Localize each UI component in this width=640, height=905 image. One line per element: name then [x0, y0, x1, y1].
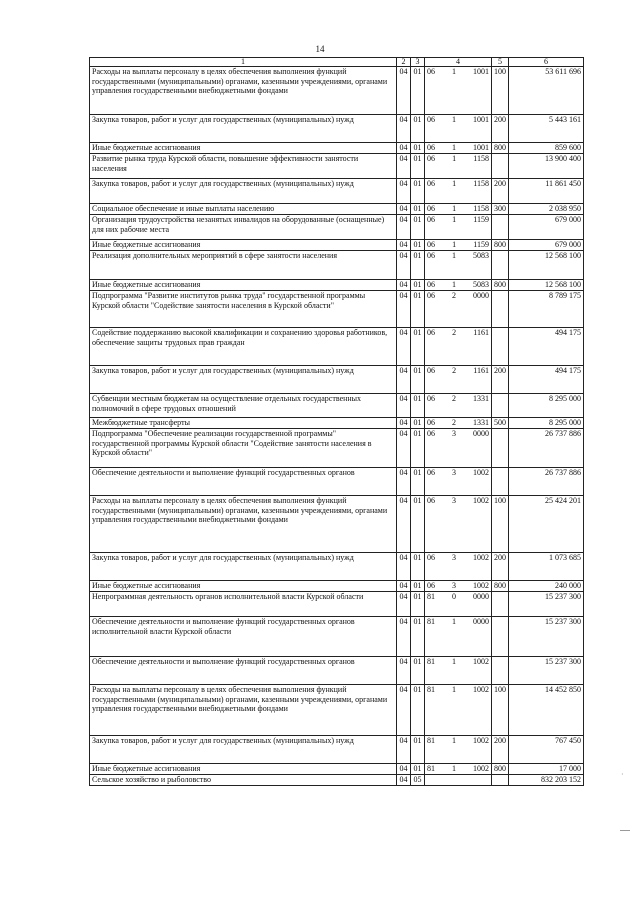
row-subsection: 01: [411, 240, 425, 251]
row-section: 04: [397, 366, 411, 394]
row-target-article: [425, 553, 492, 581]
target-article-part: 81: [427, 592, 435, 601]
row-subsection: 01: [411, 154, 425, 179]
row-amount: 13 900 400: [509, 154, 584, 179]
row-name: Расходы на выплаты персоналу в целях обеспечения выполнения функций государственными (муниципальными) органами, казенными учреждениями, органами управления государственными внебюджетными фондами: [90, 67, 397, 115]
row-section: 04: [397, 617, 411, 657]
target-article-part: 5083: [473, 280, 489, 289]
row-expense-type: [492, 394, 509, 418]
target-article-part: 2: [452, 394, 456, 403]
row-section: 04: [397, 553, 411, 581]
table-row: [90, 764, 584, 775]
target-article-part: 1: [452, 240, 457, 249]
row-target-article: [425, 366, 492, 394]
row-expense-type: [492, 468, 509, 496]
row-expense-type: [492, 429, 509, 468]
row-amount: 17 000: [509, 764, 584, 775]
table-row: [90, 418, 584, 429]
row-name: Подпрограмма "Развитие институтов рынка труда" государственной программы Курской области "Содействие занятости населения в Курской области": [90, 291, 397, 328]
target-article-part: 1002: [473, 736, 489, 745]
target-article-part: 1161: [473, 366, 489, 375]
row-subsection: 01: [411, 617, 425, 657]
target-article-part: 1: [452, 280, 456, 289]
target-article-part: 06: [427, 215, 435, 224]
row-subsection: 01: [411, 394, 425, 418]
target-article-part: 06: [427, 280, 435, 289]
target-article-part: 06: [427, 67, 435, 76]
target-article-part: 0: [452, 592, 456, 601]
row-amount: 859 600: [509, 143, 584, 154]
row-section: 04: [397, 204, 411, 215]
row-subsection: 01: [411, 251, 425, 280]
row-amount: 679 000: [509, 240, 584, 251]
target-article-part: 81: [427, 685, 435, 694]
row-expense-type: [492, 251, 509, 280]
row-amount: 12 568 100: [509, 251, 584, 280]
row-section: 04: [397, 251, 411, 280]
row-target-article: [425, 67, 492, 115]
target-article-part: 0000: [473, 429, 489, 438]
row-subsection: 01: [411, 291, 425, 328]
row-target-article: [425, 685, 492, 736]
row-expense-type: 200: [492, 179, 509, 204]
row-target-article: [425, 394, 492, 418]
row-target-article: [425, 657, 492, 685]
row-subsection: 01: [411, 215, 425, 240]
target-article-part: 81: [427, 617, 435, 626]
target-article-part: 3: [452, 553, 456, 562]
row-subsection: 01: [411, 685, 425, 736]
target-article-part: 1002: [473, 468, 489, 477]
row-name: Закупка товаров, работ и услуг для государственных (муниципальных) нужд: [90, 553, 397, 581]
target-article-part: 5083: [473, 251, 489, 260]
row-expense-type: [492, 154, 509, 179]
row-expense-type: 200: [492, 736, 509, 764]
row-section: 04: [397, 775, 411, 786]
target-article-part: 3: [452, 468, 456, 477]
row-amount: 11 861 450: [509, 179, 584, 204]
row-target-article: [425, 280, 492, 291]
row-target-article: [425, 736, 492, 764]
row-expense-type: 100: [492, 685, 509, 736]
row-name: Сельское хозяйство и рыболовство: [90, 775, 397, 786]
row-subsection: 01: [411, 143, 425, 154]
row-target-article: [425, 764, 492, 775]
row-target-article: [425, 240, 492, 251]
target-article-part: 06: [427, 115, 435, 124]
target-article-part: 1: [452, 736, 456, 745]
row-amount: 26 737 886: [509, 429, 584, 468]
target-article-part: 1161: [473, 328, 489, 337]
row-expense-type: 200: [492, 366, 509, 394]
row-target-article: [425, 429, 492, 468]
table-row: [90, 592, 584, 617]
row-amount: 26 737 886: [509, 468, 584, 496]
row-expense-type: 800: [492, 280, 509, 291]
target-article-part: 1002: [473, 685, 489, 694]
table-row: [90, 179, 584, 204]
row-section: 04: [397, 429, 411, 468]
row-target-article: [425, 291, 492, 328]
target-article-part: 06: [427, 394, 435, 403]
row-section: 04: [397, 67, 411, 115]
target-article-part: 1158: [473, 154, 489, 163]
target-article-part: 2: [452, 366, 457, 375]
row-expense-type: 800: [492, 764, 509, 775]
target-article-part: 1: [452, 215, 457, 224]
row-expense-type: [492, 328, 509, 366]
table-row: [90, 240, 584, 251]
row-name: Иные бюджетные ассигнования: [90, 764, 397, 775]
row-subsection: 01: [411, 736, 425, 764]
target-article-part: 1001: [473, 115, 489, 124]
row-subsection: 01: [411, 592, 425, 617]
row-expense-type: [492, 215, 509, 240]
table-row: [90, 204, 584, 215]
row-name: Развитие рынка труда Курской области, повышение эффективности занятости населения: [90, 154, 397, 179]
row-amount: 832 203 152: [509, 775, 584, 786]
row-amount: 240 000: [509, 581, 584, 592]
row-section: 04: [397, 179, 411, 204]
target-article-part: 1002: [473, 581, 489, 590]
row-name: Обеспечение деятельности и выполнение функций государственных органов: [90, 468, 397, 496]
target-article-part: 06: [427, 240, 435, 249]
row-name: Расходы на выплаты персоналу в целях обеспечения выполнения функций государственными (муниципальными) органами, казенными учреждениями, органами управления государственными внебюджетными фондами: [90, 496, 397, 553]
target-article-part: 3: [452, 581, 456, 590]
target-article-part: 0000: [473, 617, 489, 626]
target-article-part: 1: [452, 251, 456, 260]
margin-mark: ·: [621, 770, 624, 779]
row-subsection: 01: [411, 328, 425, 366]
target-article-part: 06: [427, 553, 435, 562]
row-name: Иные бюджетные ассигнования: [90, 280, 397, 291]
row-target-article: [425, 154, 492, 179]
row-amount: 14 452 850: [509, 685, 584, 736]
target-article-part: 3: [452, 429, 456, 438]
table-row: [90, 617, 584, 657]
row-expense-type: 800: [492, 143, 509, 154]
row-expense-type: 200: [492, 553, 509, 581]
target-article-part: 06: [427, 328, 435, 337]
target-article-part: 06: [427, 581, 435, 590]
target-article-part: 1: [452, 617, 456, 626]
row-subsection: 01: [411, 115, 425, 143]
table-row: [90, 736, 584, 764]
target-article-part: 1159: [473, 240, 489, 249]
row-target-article: [425, 179, 492, 204]
row-amount: 15 237 300: [509, 617, 584, 657]
row-name: Расходы на выплаты персоналу в целях обеспечения выполнения функций государственными (муниципальными) органами, казенными учреждениями, органами управления государственными внебюджетными фондами: [90, 685, 397, 736]
target-article-part: 1159: [473, 215, 489, 224]
table-row: [90, 154, 584, 179]
header-col-3: 3: [411, 58, 425, 67]
row-amount: 8 789 175: [509, 291, 584, 328]
table-row: [90, 429, 584, 468]
target-article-part: 06: [427, 468, 435, 477]
header-col-1: 1: [90, 58, 397, 67]
row-amount: 1 073 685: [509, 553, 584, 581]
target-article-part: 2: [452, 328, 457, 337]
table-row: [90, 394, 584, 418]
row-target-article: [425, 617, 492, 657]
row-name: Закупка товаров, работ и услуг для государственных (муниципальных) нужд: [90, 736, 397, 764]
row-section: 04: [397, 581, 411, 592]
row-amount: 494 175: [509, 328, 584, 366]
row-amount: 679 000: [509, 215, 584, 240]
table-row: [90, 581, 584, 592]
header-col-5: 5: [492, 58, 509, 67]
target-article-part: 1002: [473, 553, 489, 562]
row-expense-type: [492, 291, 509, 328]
table-row: [90, 468, 584, 496]
target-article-part: 1: [452, 685, 456, 694]
row-name: Непрограммная деятельность органов исполнительной власти Курской области: [90, 592, 397, 617]
header-col-2: 2: [397, 58, 411, 67]
target-article-part: 81: [427, 736, 435, 745]
target-article-part: 06: [427, 179, 435, 188]
target-article-part: 1001: [473, 143, 489, 152]
target-article-part: 06: [427, 291, 435, 300]
row-subsection: 01: [411, 581, 425, 592]
row-name: Закупка товаров, работ и услуг для государственных (муниципальных) нужд: [90, 115, 397, 143]
row-name: Реализация дополнительных мероприятий в сфере занятости населения: [90, 251, 397, 280]
row-amount: 12 568 100: [509, 280, 584, 291]
row-expense-type: 500: [492, 418, 509, 429]
row-amount: 53 611 696: [509, 67, 584, 115]
row-amount: 25 424 201: [509, 496, 584, 553]
target-article-part: 2: [452, 291, 456, 300]
row-subsection: 01: [411, 657, 425, 685]
row-target-article: [425, 204, 492, 215]
target-article-part: 06: [427, 204, 435, 213]
row-section: 04: [397, 291, 411, 328]
row-amount: 15 237 300: [509, 657, 584, 685]
row-section: 04: [397, 736, 411, 764]
row-subsection: 01: [411, 553, 425, 581]
row-subsection: 01: [411, 179, 425, 204]
target-article-part: 81: [427, 657, 435, 666]
row-name: Иные бюджетные ассигнования: [90, 581, 397, 592]
header-col-6: 6: [509, 58, 584, 67]
row-amount: 8 295 000: [509, 394, 584, 418]
target-article-part: 06: [427, 429, 435, 438]
row-name: Закупка товаров, работ и услуг для государственных (муниципальных) нужд: [90, 179, 397, 204]
row-section: 04: [397, 328, 411, 366]
row-section: 04: [397, 592, 411, 617]
row-expense-type: 200: [492, 115, 509, 143]
row-subsection: 01: [411, 67, 425, 115]
row-subsection: 01: [411, 204, 425, 215]
row-section: 04: [397, 496, 411, 553]
page-number: 14: [315, 44, 325, 54]
table-row: [90, 328, 584, 366]
row-target-article: [425, 115, 492, 143]
row-target-article: [425, 143, 492, 154]
row-section: 04: [397, 418, 411, 429]
table-row: [90, 775, 584, 786]
target-article-part: 1331: [473, 394, 489, 403]
table-header-row: [90, 58, 584, 67]
table-row: [90, 366, 584, 394]
table-row: [90, 496, 584, 553]
row-target-article: [425, 418, 492, 429]
target-article-part: 1002: [473, 657, 489, 666]
target-article-part: 1: [452, 764, 456, 773]
row-target-article: [425, 215, 492, 240]
row-expense-type: [492, 592, 509, 617]
row-target-article: [425, 328, 492, 366]
row-expense-type: [492, 617, 509, 657]
target-article-part: 06: [427, 154, 435, 163]
target-article-part: 1: [452, 143, 456, 152]
row-name: Иные бюджетные ассигнования: [90, 240, 397, 251]
table-row: [90, 215, 584, 240]
row-name: Подпрограмма "Обеспечение реализации государственной программы" государственной программы Курской области "Содействие занятости населения в Курской области": [90, 429, 397, 468]
table-row: [90, 280, 584, 291]
target-article-part: 1: [452, 204, 457, 213]
target-article-part: 06: [427, 251, 435, 260]
row-subsection: 01: [411, 366, 425, 394]
target-article-part: 1331: [473, 418, 489, 427]
row-section: 04: [397, 685, 411, 736]
row-target-article: [425, 251, 492, 280]
target-article-part: 3: [452, 496, 456, 505]
header-col-4: 4: [425, 58, 492, 67]
row-subsection: 01: [411, 468, 425, 496]
row-target-article: [425, 468, 492, 496]
row-name: Обеспечение деятельности и выполнение функций государственных органов: [90, 657, 397, 685]
margin-dash: [620, 830, 630, 831]
row-expense-type: [492, 775, 509, 786]
table-row: [90, 143, 584, 154]
row-section: 04: [397, 154, 411, 179]
row-amount: 5 443 161: [509, 115, 584, 143]
row-amount: 2 038 950: [509, 204, 584, 215]
row-target-article: [425, 581, 492, 592]
row-section: 04: [397, 764, 411, 775]
row-name: Содействие поддержанию высокой квалификации и сохранению здоровья работников, обеспечение защиты трудовых прав граждан: [90, 328, 397, 366]
target-article-part: 06: [427, 143, 435, 152]
row-section: 04: [397, 280, 411, 291]
target-article-part: 1158: [473, 179, 489, 188]
target-article-part: 1: [452, 115, 456, 124]
row-target-article: [425, 496, 492, 553]
row-target-article: [425, 775, 492, 786]
target-article-part: 06: [427, 366, 435, 375]
row-amount: 767 450: [509, 736, 584, 764]
target-article-part: 2: [452, 418, 456, 427]
target-article-part: 0000: [473, 592, 489, 601]
target-article-part: 06: [427, 418, 435, 427]
table-row: [90, 291, 584, 328]
row-subsection: 01: [411, 280, 425, 291]
table-row: [90, 657, 584, 685]
table-row: [90, 251, 584, 280]
row-expense-type: 800: [492, 581, 509, 592]
row-target-article: [425, 592, 492, 617]
target-article-part: 1158: [473, 204, 489, 213]
target-article-part: 1: [452, 67, 456, 76]
table-row: [90, 685, 584, 736]
row-section: 04: [397, 215, 411, 240]
row-section: 04: [397, 143, 411, 154]
row-subsection: 01: [411, 429, 425, 468]
row-section: 04: [397, 394, 411, 418]
row-name: Субвенции местным бюджетам на осуществление отдельных государственных полномочий в сфере трудовых отношений: [90, 394, 397, 418]
row-name: Межбюджетные трансферты: [90, 418, 397, 429]
row-expense-type: [492, 657, 509, 685]
row-amount: 494 175: [509, 366, 584, 394]
table-row: [90, 115, 584, 143]
row-name: Иные бюджетные ассигнования: [90, 143, 397, 154]
row-amount: 15 237 300: [509, 592, 584, 617]
target-article-part: 81: [427, 764, 435, 773]
row-section: 04: [397, 657, 411, 685]
target-article-part: 0000: [473, 291, 489, 300]
row-amount: 8 295 000: [509, 418, 584, 429]
target-article-part: 1: [452, 657, 456, 666]
row-name: Закупка товаров, работ и услуг для государственных (муниципальных) нужд: [90, 366, 397, 394]
table-body: [90, 67, 584, 786]
row-subsection: 01: [411, 496, 425, 553]
row-subsection: 01: [411, 764, 425, 775]
target-article-part: 1002: [473, 496, 489, 505]
target-article-part: 1002: [473, 764, 489, 773]
row-expense-type: 800: [492, 240, 509, 251]
row-name: Социальное обеспечение и иные выплаты населению: [90, 204, 397, 215]
row-expense-type: 100: [492, 496, 509, 553]
row-subsection: 05: [411, 775, 425, 786]
row-section: 04: [397, 240, 411, 251]
row-expense-type: 100: [492, 67, 509, 115]
row-section: 04: [397, 468, 411, 496]
row-name: Обеспечение деятельности и выполнение функций государственных органов исполнительной власти Курской области: [90, 617, 397, 657]
target-article-part: 1001: [473, 67, 489, 76]
target-article-part: 06: [427, 496, 435, 505]
row-name: Организация трудоустройства незанятых инвалидов на оборудованные (оснащенные) для них рабочие места: [90, 215, 397, 240]
budget-table: [89, 57, 584, 786]
row-section: 04: [397, 115, 411, 143]
row-expense-type: 300: [492, 204, 509, 215]
target-article-part: 1: [452, 179, 457, 188]
target-article-part: 1: [452, 154, 457, 163]
row-subsection: 01: [411, 418, 425, 429]
table-row: [90, 67, 584, 115]
table-row: [90, 553, 584, 581]
